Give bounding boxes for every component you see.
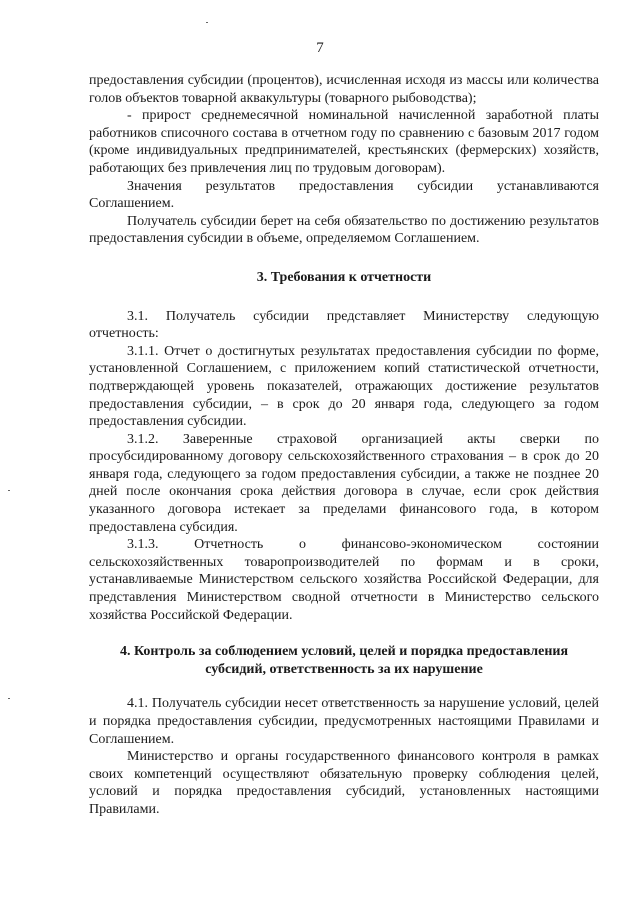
scan-mark [8, 698, 10, 699]
scan-mark [206, 22, 208, 23]
scan-mark [8, 490, 10, 491]
paragraph: предоставления субсидии (процентов), исчисленная исходя из массы или количества голов объектов товарной аквакультуры (товарного рыбоводства); [89, 73, 599, 106]
paragraph: 4.1. Получатель субсидии несет ответственность за нарушение условий, целей и порядка предоставления субсидии, предусмотренных настоящими Правилами и Соглашением. [89, 696, 599, 747]
paragraph: Получатель субсидии берет на себя обязательство по достижению результатов предоставления субсидии в объеме, определяемом Соглашением. [89, 213, 599, 247]
paragraph: Значения результатов предоставления субсидии устанавливаются Соглашением. [89, 178, 599, 212]
paragraph: Министерство и органы государственного финансового контроля в рамках своих компетенций осуществляют обязательную проверку соблюдения целей, условий и порядка предоставления субсидий, установленных настоящими Правилами. [89, 749, 599, 817]
section-4-heading: 4. Контроль за соблюдением условий, целей и порядка предоставления субсидий, ответственность за их нарушение [119, 644, 569, 677]
paragraph: 3.1.3. Отчетность о финансово-экономическом состоянии сельскохозяйственных товаропроизводителей по формам и в сроки, устанавливаемые Министерством сельского хозяйства Российской Федерации, для представления Министерством сводной отчетности в Министерство сельского хозяйства Российской Федерации. [89, 537, 599, 623]
paragraph: 3.1.2. Заверенные страховой организацией акты сверки по просубсидированному договору сельскохозяйственного страхования – в срок до 20 января года, следующего за годом предоставления субсидии, а также не позднее 20 дней после окончания срока действия договора в случае, если срок действия указанного договора истекает за пределами финансового года, в котором предоставлена субсидия. [89, 431, 599, 535]
paragraph: 3.1. Получатель субсидии представляет Министерству следующую отчетность: [89, 308, 599, 342]
section-3-heading: 3. Требования к отчетности [256, 269, 432, 285]
paragraph: - прирост среднемесячной номинальной начисленной заработной платы работников списочного состава в отчетном году по сравнению с базовым 2017 годом (кроме индивидуальных предпринимателей, крестьянских (фермерских) хозяйств, работающих без привлечения лиц по трудовым договорам). [89, 108, 599, 176]
paragraph: 3.1.1. Отчет о достигнутых результатах предоставления субсидии по форме, установленной Соглашением, с приложением копий статистической отчетности, подтверждающей уровень показателей, отражающих достижение результатов предоставления субсидии, – в срок до 20 января года, следующего за годом предоставления субсидии. [89, 343, 599, 430]
page-number: 7 [316, 40, 324, 56]
document-body [89, 72, 599, 819]
